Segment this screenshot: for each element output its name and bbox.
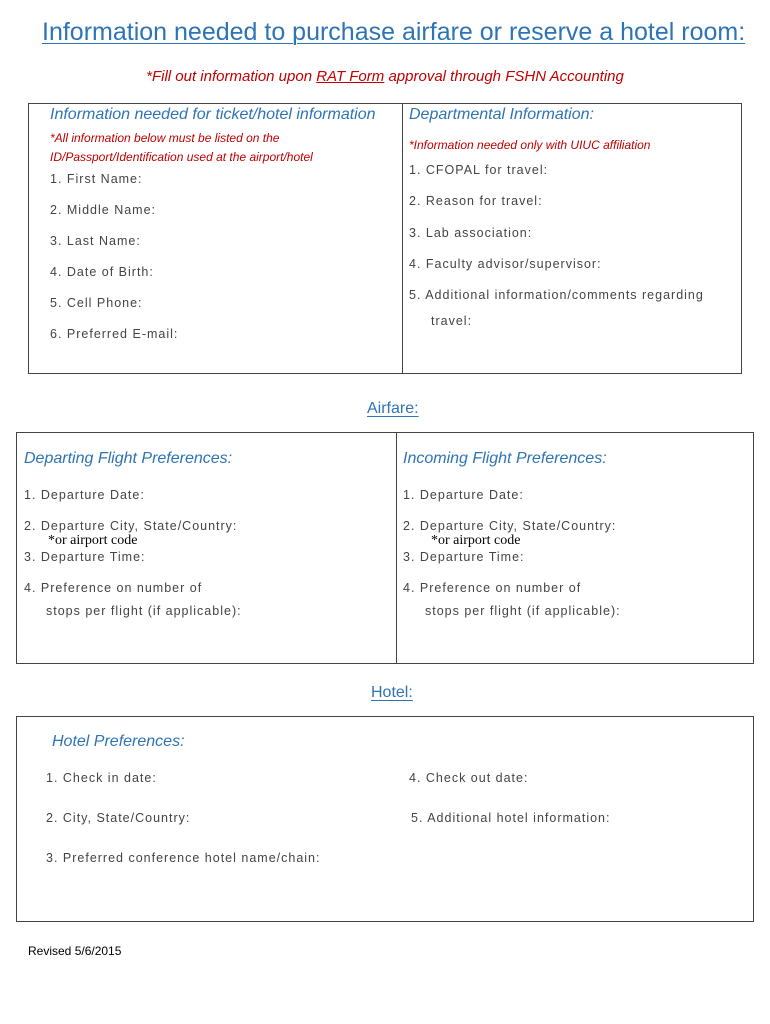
check-out-date-label: 4. Check out date: — [409, 771, 529, 785]
incoming-date-label: 1. Departure Date: — [403, 488, 524, 502]
first-name-label: 1. First Name: — [50, 172, 143, 186]
departing-stops-label: 4. Preference on number of — [24, 581, 203, 595]
airfare-box-divider — [396, 432, 397, 664]
departing-stops-label-cont: stops per flight (if applicable): — [46, 604, 242, 618]
cfopal-label: 1. CFOPAL for travel: — [409, 163, 549, 177]
additional-hotel-info-label: 5. Additional hotel information: — [411, 811, 611, 825]
middle-name-label: 2. Middle Name: — [50, 203, 157, 217]
hotel-section-title: Hotel: — [371, 684, 413, 701]
faculty-advisor-label: 4. Faculty advisor/supervisor: — [409, 257, 602, 271]
departing-flight-heading: Departing Flight Preferences: — [24, 450, 233, 467]
additional-info-label-cont: travel: — [431, 314, 473, 328]
incoming-time-label: 3. Departure Time: — [403, 550, 525, 564]
subtitle-pre: *Fill out information upon — [146, 68, 317, 85]
preferred-email-label: 6. Preferred E-mail: — [50, 327, 179, 341]
incoming-flight-heading: Incoming Flight Preferences: — [403, 450, 607, 467]
airfare-section-title: Airfare: — [367, 400, 419, 417]
lab-association-label: 3. Lab association: — [409, 226, 533, 240]
hotel-preferences-heading: Hotel Preferences: — [52, 733, 185, 750]
ticket-info-note-2: ID/Passport/Identification used at the airport/hotel — [50, 150, 313, 164]
departing-city-label: 2. Departure City, State/Country: — [24, 519, 238, 533]
additional-info-label: 5. Additional information/comments regarding — [409, 288, 704, 302]
hotel-city-label: 2. City, State/Country: — [46, 811, 191, 825]
ticket-info-heading: Information needed for ticket/hotel information — [50, 106, 376, 123]
ticket-info-note-1: *All information below must be listed on the — [50, 131, 280, 145]
cell-phone-label: 5. Cell Phone: — [50, 296, 143, 310]
subtitle-post: approval through FSHN Accounting — [384, 68, 624, 85]
departing-time-label: 3. Departure Time: — [24, 550, 146, 564]
incoming-stops-label-cont: stops per flight (if applicable): — [425, 604, 621, 618]
ticket-box-divider — [402, 103, 403, 374]
page-title: Information needed to purchase airfare or reserve a hotel room: — [42, 18, 746, 46]
departing-airport-code-note: *or airport code — [48, 533, 138, 548]
incoming-airport-code-note: *or airport code — [431, 533, 521, 548]
last-name-label: 3. Last Name: — [50, 234, 141, 248]
departmental-info-note: *Information needed only with UIUC affiliation — [409, 138, 651, 152]
departmental-info-heading: Departmental Information: — [409, 106, 594, 123]
reason-for-travel-label: 2. Reason for travel: — [409, 194, 543, 208]
incoming-city-label: 2. Departure City, State/Country: — [403, 519, 617, 533]
date-of-birth-label: 4. Date of Birth: — [50, 265, 154, 279]
check-in-date-label: 1. Check in date: — [46, 771, 157, 785]
page-subtitle — [0, 68, 770, 85]
departing-date-label: 1. Departure Date: — [24, 488, 145, 502]
incoming-stops-label: 4. Preference on number of — [403, 581, 582, 595]
conference-hotel-label: 3. Preferred conference hotel name/chain: — [46, 851, 321, 865]
rat-form-text: RAT Form — [316, 68, 385, 85]
revised-date: Revised 5/6/2015 — [28, 944, 122, 958]
